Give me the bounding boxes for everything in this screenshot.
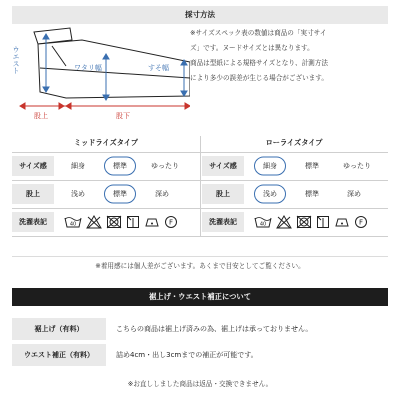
inseam-label: 股下 <box>116 112 130 120</box>
grid-divider <box>12 236 388 237</box>
no-tumble-dry-icon <box>296 215 312 229</box>
grid-divider <box>12 256 388 257</box>
mid-size-option: ゆったり <box>151 162 179 170</box>
mid-rise-option-selected: 標準 <box>98 184 142 204</box>
measure-area <box>12 26 388 124</box>
mid-wash-label: 洗濯表記 <box>12 212 54 232</box>
measure-notes <box>190 26 388 86</box>
low-wash-label: 洗濯表記 <box>202 212 244 232</box>
dry-clean-f-icon <box>164 215 178 229</box>
alteration-row-waist <box>12 344 388 366</box>
mid-rise-title: ミッドライズタイプ <box>74 138 138 147</box>
mid-rise-label: 股上 <box>12 184 54 204</box>
rise-label: 股上 <box>34 112 48 120</box>
waist-label: ウエスト <box>12 46 20 74</box>
no-return-note: ※お直ししました商品は返品・交換できません。 <box>127 380 273 388</box>
alteration-header: 裾上げ・ウエスト補正について <box>12 288 388 306</box>
low-size-option-selected: 細身 <box>248 156 292 176</box>
hem-alteration-label: 裾上げ（有料） <box>12 318 106 340</box>
measure-note-line: により多少の誤差が生じる場合がございます。 <box>190 74 328 82</box>
mid-size-label: サイズ感 <box>12 156 54 176</box>
wash-tub-icon <box>64 215 82 229</box>
measure-section-header: 採寸方法 <box>12 6 388 24</box>
pants-measure-diagram <box>12 26 190 124</box>
dry-clean-f-icon <box>354 215 368 229</box>
measure-note-line: 商品は型紙による規格サイズとなり、計測方法 <box>190 59 328 67</box>
waist-alteration-label: ウエスト補正（有料） <box>12 344 106 366</box>
wash-temp-text: 40 <box>69 221 77 228</box>
iron-icon <box>334 215 350 229</box>
low-rise-title: ローライズタイプ <box>265 138 323 147</box>
low-size-option: ゆったり <box>343 162 371 170</box>
low-wash-icons <box>254 212 368 232</box>
grid-center-divider <box>200 136 201 236</box>
low-rise-option: 標準 <box>305 190 319 198</box>
thigh-label: ワタリ幅 <box>74 64 102 72</box>
waist-alteration-text: 詰め4cm・出し3cmまでの補正が可能です。 <box>116 351 258 359</box>
individual-difference-note: ※着用感には個人差がございます。あくまで目安としてご覧ください。 <box>95 262 305 270</box>
low-rise-option: 深め <box>347 190 361 198</box>
no-bleach-icon <box>276 215 292 229</box>
mid-size-option-selected: 標準 <box>98 156 142 176</box>
mid-rise-option: 浅め <box>71 190 85 198</box>
mid-size-option: 細身 <box>71 162 85 170</box>
low-size-label: サイズ感 <box>202 156 244 176</box>
wash-tub-icon <box>254 215 272 229</box>
mid-rise-option: 深め <box>155 190 169 198</box>
measure-note-line: ※サイズスペック表の数値は商品の「実寸サイ <box>190 29 327 37</box>
mid-wash-icons <box>64 212 178 232</box>
low-rise-label: 股上 <box>202 184 244 204</box>
measure-note-line: ズ」です。ヌードサイズとは異なります。 <box>190 44 314 52</box>
no-bleach-icon <box>86 215 102 229</box>
line-dry-shade-icon <box>316 215 330 229</box>
svg-text:F: F <box>358 218 364 227</box>
hem-alteration-text: こちらの商品は裾上げ済みの為、裾上げは承っておりません。 <box>116 325 313 333</box>
hem-label: すそ幅 <box>148 64 169 72</box>
wash-temp-text: 40 <box>259 221 267 228</box>
low-rise-option-selected: 浅め <box>248 184 292 204</box>
iron-icon <box>144 215 160 229</box>
line-dry-shade-icon <box>126 215 140 229</box>
svg-text:F: F <box>168 218 174 227</box>
alteration-row-hem <box>12 318 388 340</box>
no-tumble-dry-icon <box>106 215 122 229</box>
low-size-option: 標準 <box>305 162 319 170</box>
